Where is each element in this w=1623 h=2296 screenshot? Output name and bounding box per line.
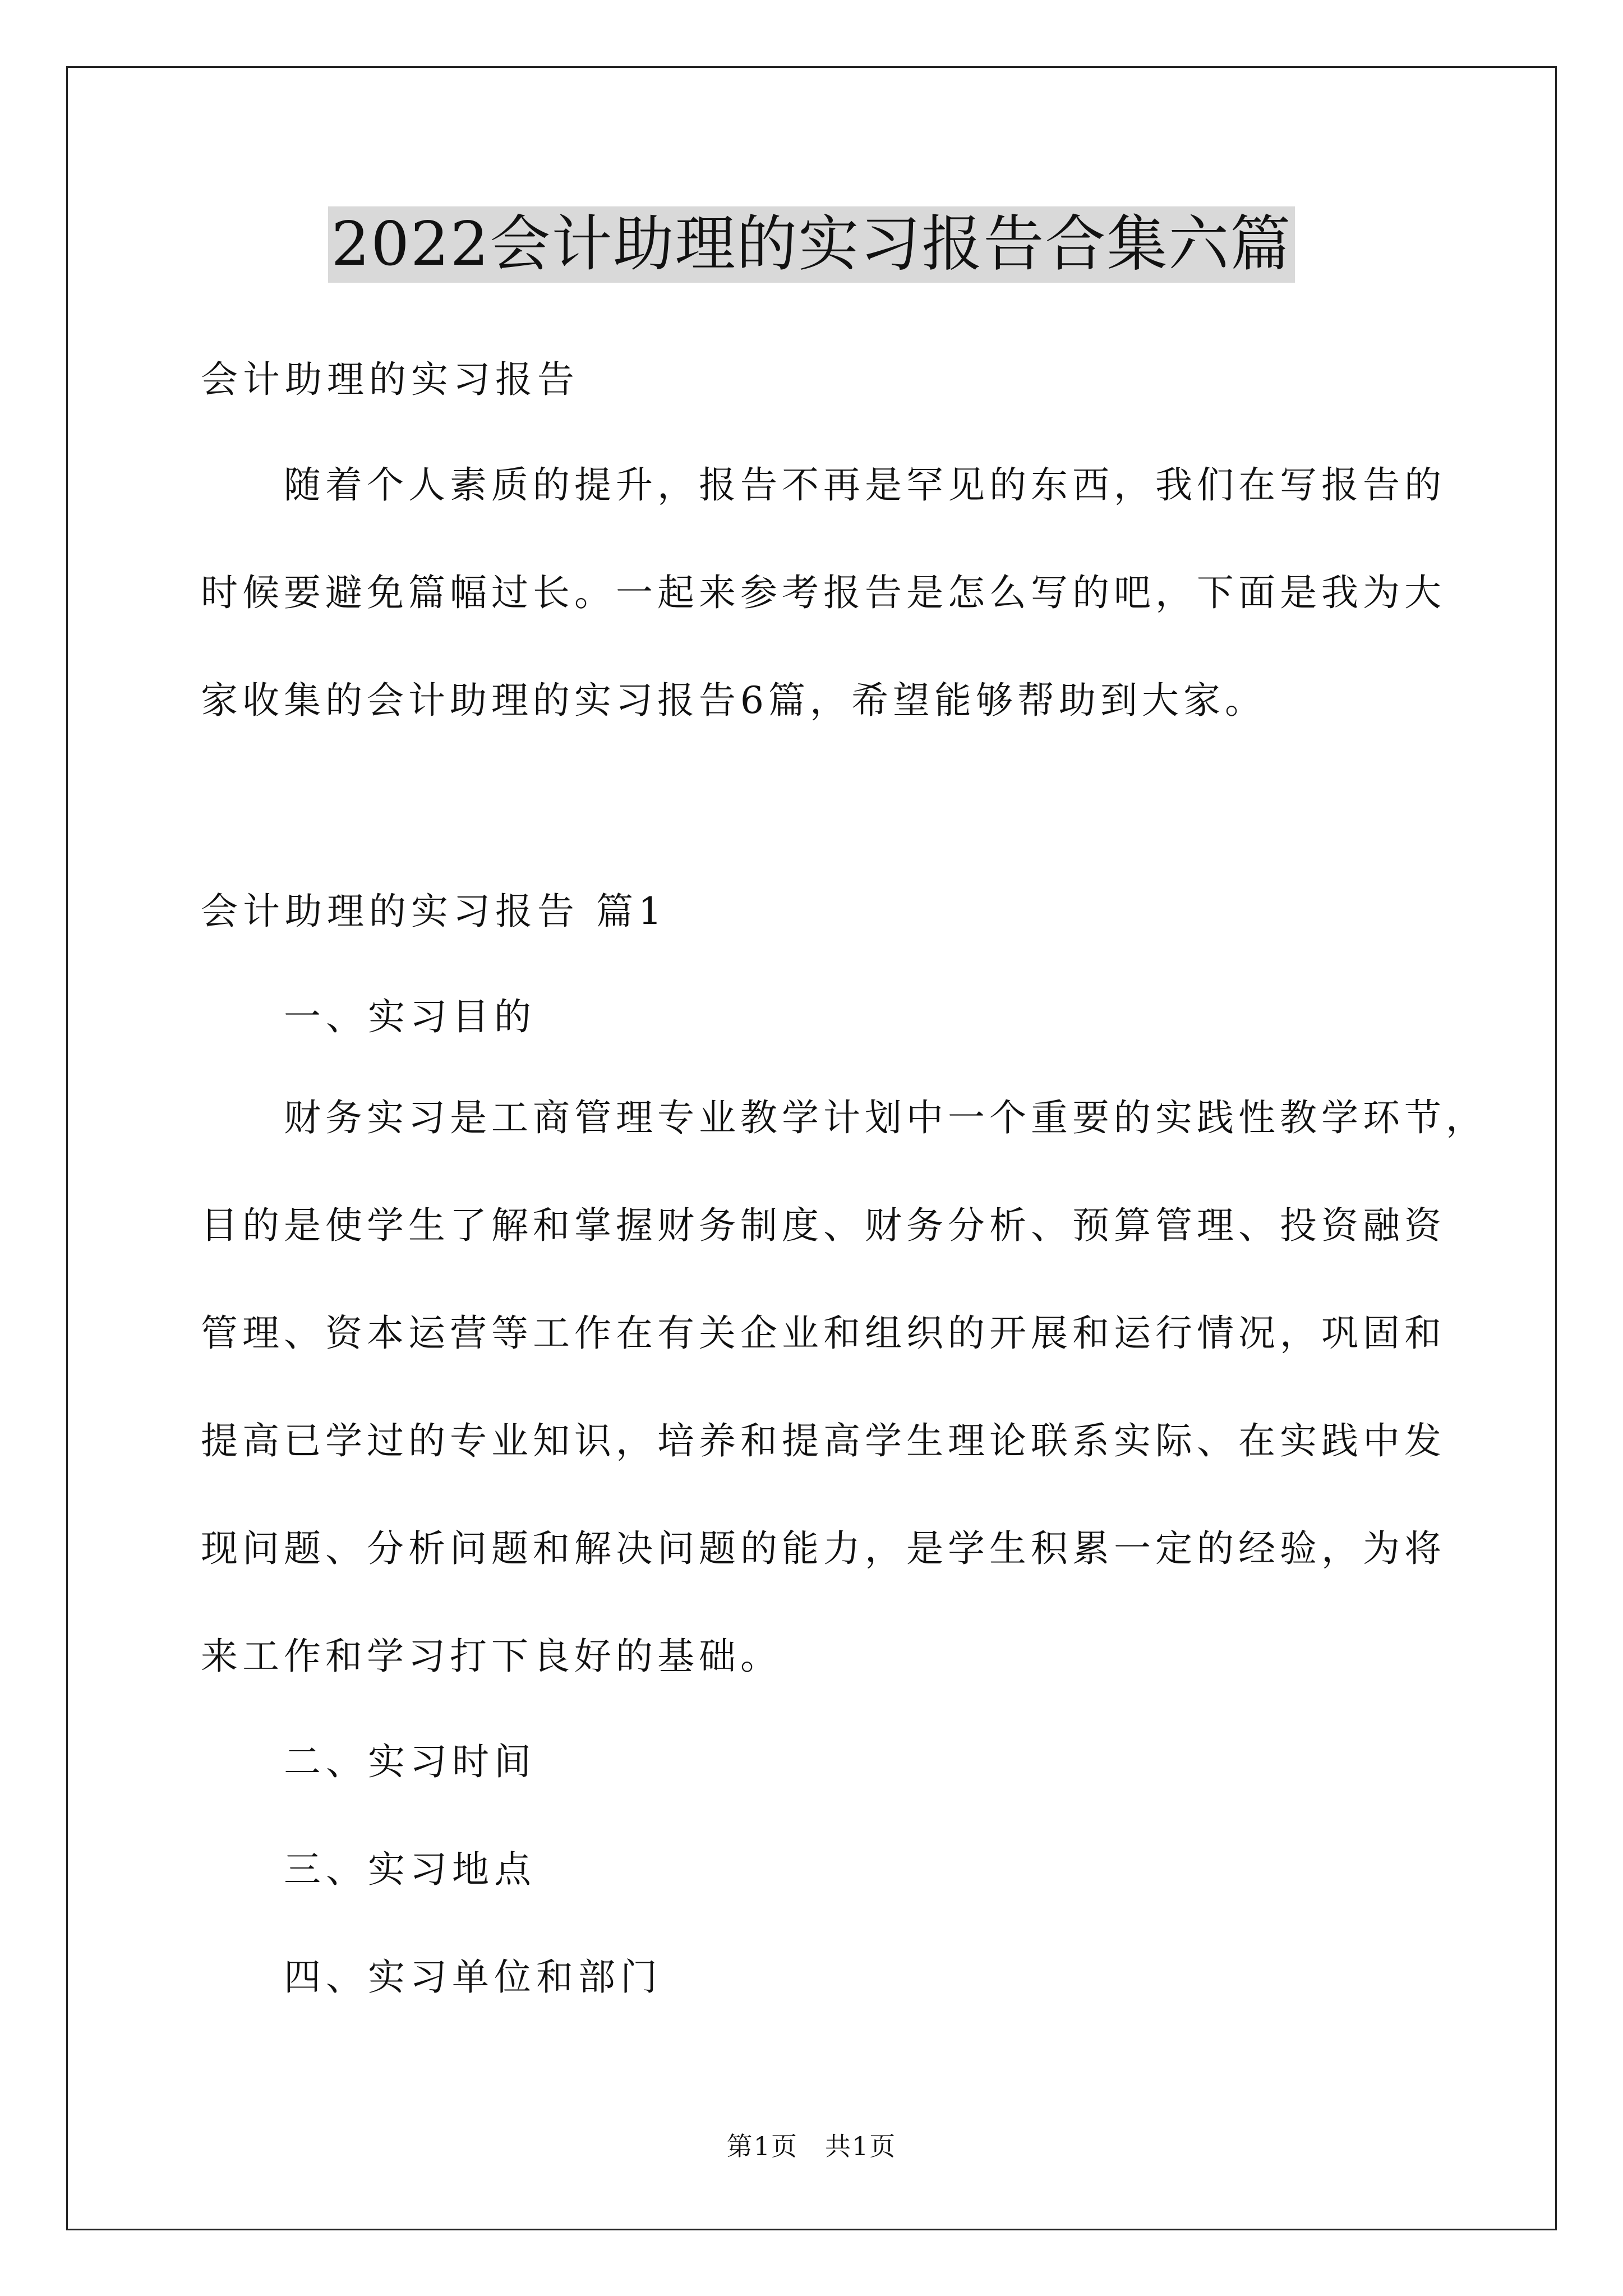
purpose-line: 来工作和学习打下良好的基础。 — [201, 1635, 782, 1678]
intro-paragraph — [201, 460, 1457, 726]
heading-time: 二、实习时间 — [284, 1740, 536, 1783]
intro-line: 家收集的会计助理的实习报告6篇，希望能够帮助到大家。 — [201, 679, 1266, 722]
heading-location: 三、实习地点 — [284, 1848, 536, 1891]
purpose-line: 提高已学过的专业知识，培养和提高学生理论联系实际、在实践中发 — [201, 1419, 1446, 1462]
title-container — [0, 206, 1623, 283]
heading-unit: 四、实习单位和部门 — [284, 1955, 662, 1999]
section-heading: 会计助理的实习报告 篇1 — [201, 890, 667, 933]
purpose-line: 管理、资本运营等工作在有关企业和组织的开展和运行情况，巩固和 — [201, 1312, 1446, 1355]
heading-purpose: 一、实习目的 — [284, 995, 536, 1038]
document-subtitle: 会计助理的实习报告 — [201, 358, 579, 401]
purpose-line: 财务实习是工商管理专业教学计划中一个重要的实践性教学环节， — [284, 1096, 1487, 1139]
purpose-line: 目的是使学生了解和掌握财务制度、财务分析、预算管理、投资融资 — [201, 1204, 1446, 1247]
purpose-paragraph — [201, 1093, 1487, 1682]
page-number-current: 第1页 — [726, 2131, 798, 2161]
intro-line: 随着个人素质的提升，报告不再是罕见的东西，我们在写报告的 — [284, 463, 1446, 507]
document-title: 2022会计助理的实习报告合集六篇 — [328, 206, 1295, 283]
page-footer — [0, 2129, 1623, 2163]
purpose-line: 现问题、分析问题和解决问题的能力，是学生积累一定的经验，为将 — [201, 1527, 1446, 1570]
page-number-total: 共1页 — [825, 2131, 897, 2161]
intro-line: 时候要避免篇幅过长。一起来参考报告是怎么写的吧，下面是我为大 — [201, 571, 1446, 614]
